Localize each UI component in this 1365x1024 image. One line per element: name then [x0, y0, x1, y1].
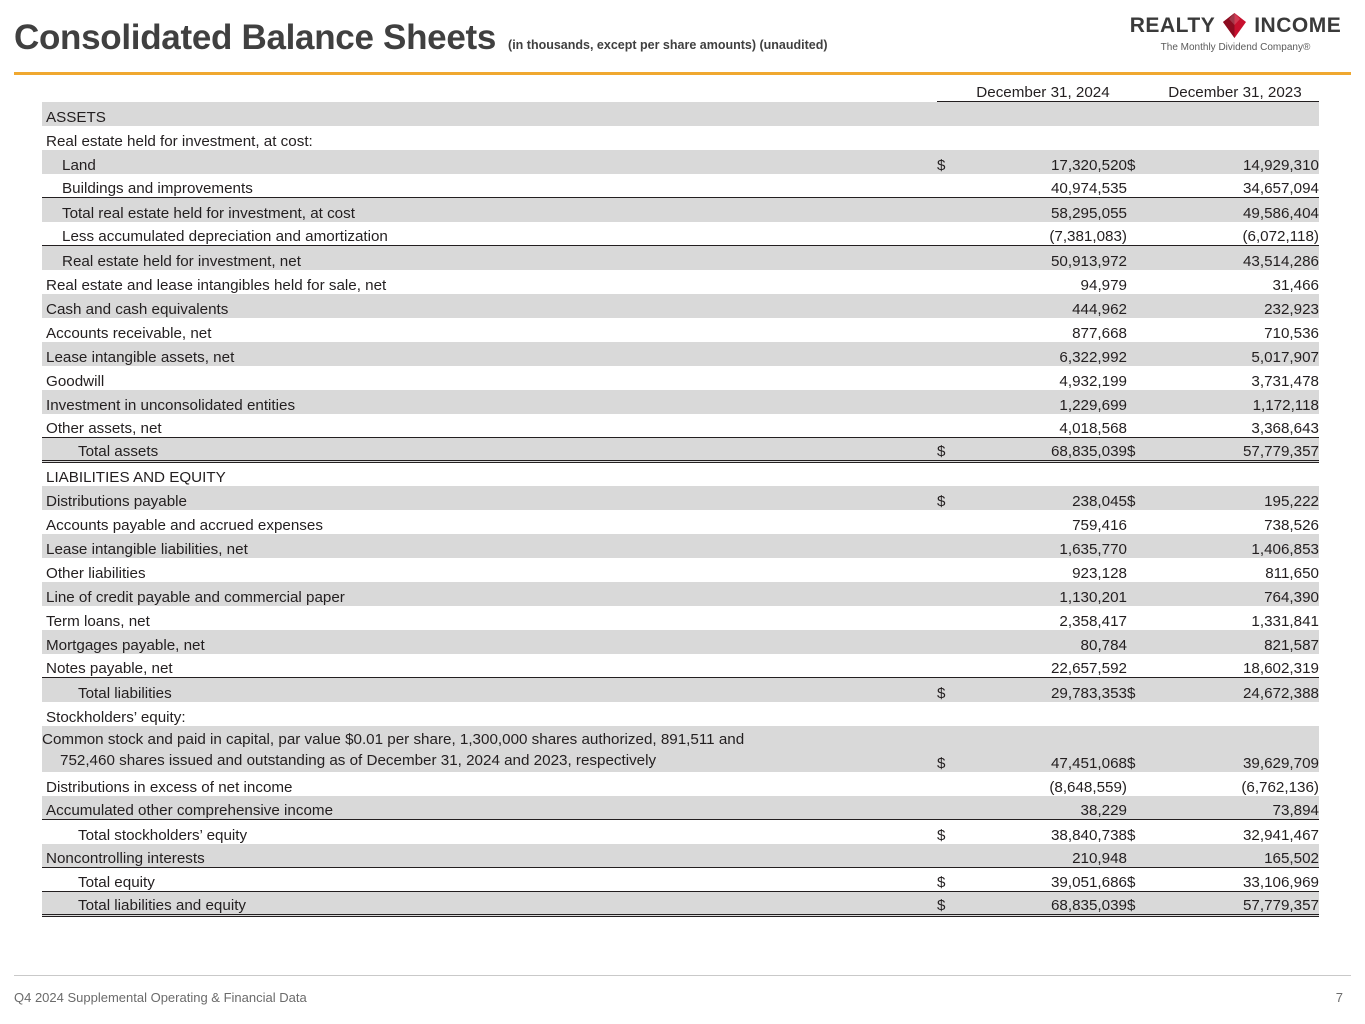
row-currency-2024 — [937, 510, 959, 534]
row-currency-2024: $ — [937, 868, 959, 892]
row-value-2023: 34,657,094 — [1151, 174, 1319, 198]
row-currency-2024 — [937, 462, 959, 486]
row-currency-2024 — [937, 294, 959, 318]
company-logo — [1128, 12, 1343, 53]
page-number: 7 — [1335, 990, 1343, 1005]
row-label: Common stock and paid in capital, par value $0.01 per share, 1,300,000 shares authorized, 891,511 and 752,460 shares issued and outstanding as of December 31, 2024 and 2023, respectively — [42, 726, 937, 772]
row-value-2024: 29,783,353 — [959, 678, 1127, 702]
row-currency-2023 — [1127, 270, 1151, 294]
row-value-2023 — [1151, 702, 1319, 726]
row-currency-2023 — [1127, 510, 1151, 534]
row-value-2023: 811,650 — [1151, 558, 1319, 582]
row-label: Distributions in excess of net income — [42, 772, 937, 796]
table-row — [42, 868, 1319, 892]
row-label: Mortgages payable, net — [42, 630, 937, 654]
table-row — [42, 150, 1319, 174]
table-row — [42, 510, 1319, 534]
row-currency-2023 — [1127, 390, 1151, 414]
row-label: Real estate held for investment, net — [42, 246, 937, 270]
row-value-2023: 232,923 — [1151, 294, 1319, 318]
row-label: Total stockholders’ equity — [42, 820, 937, 844]
table-body — [42, 102, 1319, 916]
row-value-2023 — [1151, 462, 1319, 486]
row-label: Total equity — [42, 868, 937, 892]
row-label: Total liabilities and equity — [42, 892, 937, 916]
table-row — [42, 678, 1319, 702]
row-label: Accounts receivable, net — [42, 318, 937, 342]
row-currency-2023 — [1127, 558, 1151, 582]
footer-caption: Q4 2024 Supplemental Operating & Financial Data — [14, 990, 307, 1005]
table-row — [42, 102, 1319, 126]
row-currency-2024 — [937, 654, 959, 678]
row-label: Other liabilities — [42, 558, 937, 582]
logo-tagline: The Monthly Dividend Company® — [1160, 42, 1311, 53]
row-currency-2024 — [937, 366, 959, 390]
page-header — [0, 0, 1365, 76]
table-row — [42, 342, 1319, 366]
row-currency-2024 — [937, 630, 959, 654]
row-currency-2023 — [1127, 126, 1151, 150]
row-value-2024: 80,784 — [959, 630, 1127, 654]
row-value-2024 — [959, 462, 1127, 486]
row-currency-2024 — [937, 246, 959, 270]
table-row — [42, 414, 1319, 438]
row-value-2024: 38,840,738 — [959, 820, 1127, 844]
row-value-2023: 764,390 — [1151, 582, 1319, 606]
row-value-2024: 1,635,770 — [959, 534, 1127, 558]
row-currency-2024 — [937, 582, 959, 606]
table-row — [42, 844, 1319, 868]
row-label: Total liabilities — [42, 678, 937, 702]
row-currency-2024 — [937, 772, 959, 796]
row-value-2023: 3,731,478 — [1151, 366, 1319, 390]
row-currency-2023 — [1127, 654, 1151, 678]
row-label: Line of credit payable and commercial paper — [42, 582, 937, 606]
row-currency-2024 — [937, 702, 959, 726]
row-currency-2023 — [1127, 318, 1151, 342]
row-currency-2023: $ — [1127, 678, 1151, 702]
table-row — [42, 366, 1319, 390]
table-row — [42, 534, 1319, 558]
row-value-2023: 32,941,467 — [1151, 820, 1319, 844]
table-row — [42, 174, 1319, 198]
row-currency-2024 — [937, 796, 959, 820]
row-currency-2024: $ — [937, 438, 959, 462]
row-value-2023: 31,466 — [1151, 270, 1319, 294]
page-subtitle: (in thousands, except per share amounts) (unaudited) — [508, 38, 828, 52]
row-currency-2024: $ — [937, 820, 959, 844]
table-row — [42, 318, 1319, 342]
table-row — [42, 270, 1319, 294]
table-row — [42, 246, 1319, 270]
row-label: Real estate held for investment, at cost: — [42, 126, 937, 150]
col-header-2024-currency — [937, 84, 959, 102]
table-row — [42, 630, 1319, 654]
table-row — [42, 726, 1319, 772]
row-value-2023: 14,929,310 — [1151, 150, 1319, 174]
row-value-2024: 58,295,055 — [959, 198, 1127, 222]
row-currency-2024 — [937, 126, 959, 150]
row-currency-2023 — [1127, 702, 1151, 726]
row-value-2024: 94,979 — [959, 270, 1127, 294]
row-currency-2024 — [937, 414, 959, 438]
row-value-2024: 877,668 — [959, 318, 1127, 342]
row-label: Lease intangible assets, net — [42, 342, 937, 366]
logo-word-realty: REALTY — [1129, 13, 1216, 37]
row-currency-2024 — [937, 174, 959, 198]
row-currency-2024 — [937, 342, 959, 366]
row-currency-2023: $ — [1127, 150, 1151, 174]
row-currency-2023 — [1127, 534, 1151, 558]
row-label: Stockholders’ equity: — [42, 702, 937, 726]
row-currency-2023 — [1127, 294, 1151, 318]
row-currency-2024 — [937, 270, 959, 294]
footer-divider — [14, 975, 1351, 976]
row-value-2024: 39,051,686 — [959, 868, 1127, 892]
row-currency-2024 — [937, 534, 959, 558]
row-label: Total assets — [42, 438, 937, 462]
row-currency-2023 — [1127, 606, 1151, 630]
row-value-2024: 444,962 — [959, 294, 1127, 318]
row-currency-2024 — [937, 558, 959, 582]
row-currency-2023 — [1127, 462, 1151, 486]
row-value-2023: 18,602,319 — [1151, 654, 1319, 678]
row-value-2023: 39,629,709 — [1151, 726, 1319, 772]
row-value-2023: 1,172,118 — [1151, 390, 1319, 414]
table-row — [42, 438, 1319, 462]
row-currency-2023: $ — [1127, 868, 1151, 892]
row-value-2023: 5,017,907 — [1151, 342, 1319, 366]
row-currency-2023 — [1127, 246, 1151, 270]
row-value-2023: 73,894 — [1151, 796, 1319, 820]
table-row — [42, 892, 1319, 916]
table-row — [42, 654, 1319, 678]
header-divider — [14, 72, 1351, 75]
row-label: Land — [42, 150, 937, 174]
row-label: Distributions payable — [42, 486, 937, 510]
row-value-2023: (6,072,118) — [1151, 222, 1319, 246]
table-row — [42, 772, 1319, 796]
row-value-2024: (8,648,559) — [959, 772, 1127, 796]
row-currency-2023: $ — [1127, 486, 1151, 510]
row-value-2023: 57,779,357 — [1151, 438, 1319, 462]
title-block — [14, 18, 828, 58]
row-label: ASSETS — [42, 102, 937, 126]
row-value-2023: 1,406,853 — [1151, 534, 1319, 558]
row-currency-2024 — [937, 606, 959, 630]
row-currency-2023 — [1127, 222, 1151, 246]
table-row — [42, 702, 1319, 726]
row-value-2024: 1,229,699 — [959, 390, 1127, 414]
row-label: Total real estate held for investment, at cost — [42, 198, 937, 222]
row-value-2024: 17,320,520 — [959, 150, 1127, 174]
table-row — [42, 126, 1319, 150]
row-value-2023: 710,536 — [1151, 318, 1319, 342]
row-label: Accounts payable and accrued expenses — [42, 510, 937, 534]
row-value-2023: 43,514,286 — [1151, 246, 1319, 270]
row-value-2024 — [959, 126, 1127, 150]
row-currency-2023 — [1127, 366, 1151, 390]
row-currency-2023: $ — [1127, 726, 1151, 772]
page-title: Consolidated Balance Sheets — [14, 18, 497, 57]
col-header-2023-currency — [1127, 84, 1151, 102]
row-value-2023 — [1151, 126, 1319, 150]
row-currency-2023 — [1127, 630, 1151, 654]
row-currency-2024: $ — [937, 892, 959, 916]
row-value-2023: 738,526 — [1151, 510, 1319, 534]
row-currency-2024: $ — [937, 150, 959, 174]
logo-word-income: INCOME — [1254, 13, 1342, 37]
row-currency-2024: $ — [937, 486, 959, 510]
row-currency-2024 — [937, 318, 959, 342]
row-value-2023: 821,587 — [1151, 630, 1319, 654]
table-row — [42, 294, 1319, 318]
table-row — [42, 796, 1319, 820]
row-value-2024: 238,045 — [959, 486, 1127, 510]
row-label: Notes payable, net — [42, 654, 937, 678]
row-value-2024: 210,948 — [959, 844, 1127, 868]
row-label: Less accumulated depreciation and amortization — [42, 222, 937, 246]
row-value-2024: 6,322,992 — [959, 342, 1127, 366]
table-row — [42, 486, 1319, 510]
row-value-2024: 68,835,039 — [959, 892, 1127, 916]
row-value-2024: 47,451,068 — [959, 726, 1127, 772]
row-value-2024 — [959, 102, 1127, 126]
row-currency-2024 — [937, 844, 959, 868]
row-value-2024: 759,416 — [959, 510, 1127, 534]
row-currency-2023: $ — [1127, 820, 1151, 844]
row-label: Accumulated other comprehensive income — [42, 796, 937, 820]
col-header-2023: December 31, 2023 — [1151, 84, 1319, 102]
row-value-2023: 24,672,388 — [1151, 678, 1319, 702]
table-row — [42, 582, 1319, 606]
row-value-2023: 33,106,969 — [1151, 868, 1319, 892]
row-value-2024: 4,018,568 — [959, 414, 1127, 438]
row-currency-2024: $ — [937, 726, 959, 772]
row-value-2024: 22,657,592 — [959, 654, 1127, 678]
row-value-2023: 1,331,841 — [1151, 606, 1319, 630]
row-currency-2024 — [937, 222, 959, 246]
row-value-2024: 1,130,201 — [959, 582, 1127, 606]
row-currency-2024: $ — [937, 678, 959, 702]
logo-wordmark — [1128, 12, 1343, 39]
table-row — [42, 390, 1319, 414]
row-label: Goodwill — [42, 366, 937, 390]
row-currency-2023: $ — [1127, 438, 1151, 462]
row-value-2024: 40,974,535 — [959, 174, 1127, 198]
col-header-blank — [42, 84, 937, 102]
row-label: Noncontrolling interests — [42, 844, 937, 868]
row-currency-2023: $ — [1127, 892, 1151, 916]
row-value-2023 — [1151, 102, 1319, 126]
row-currency-2023 — [1127, 772, 1151, 796]
row-value-2024 — [959, 702, 1127, 726]
row-value-2023: (6,762,136) — [1151, 772, 1319, 796]
row-currency-2023 — [1127, 796, 1151, 820]
table-row — [42, 558, 1319, 582]
row-currency-2023 — [1127, 102, 1151, 126]
row-currency-2024 — [937, 102, 959, 126]
row-value-2024: (7,381,083) — [959, 222, 1127, 246]
balance-sheet-table — [42, 84, 1319, 917]
realty-income-diamond-icon — [1221, 12, 1248, 39]
table-row — [42, 222, 1319, 246]
row-value-2024: 68,835,039 — [959, 438, 1127, 462]
row-label: Cash and cash equivalents — [42, 294, 937, 318]
row-label: Lease intangible liabilities, net — [42, 534, 937, 558]
row-value-2023: 49,586,404 — [1151, 198, 1319, 222]
table-header-row — [42, 84, 1319, 102]
row-value-2024: 50,913,972 — [959, 246, 1127, 270]
row-currency-2024 — [937, 390, 959, 414]
row-label: LIABILITIES AND EQUITY — [42, 462, 937, 486]
row-label: Investment in unconsolidated entities — [42, 390, 937, 414]
row-currency-2023 — [1127, 174, 1151, 198]
row-currency-2023 — [1127, 844, 1151, 868]
row-value-2024: 4,932,199 — [959, 366, 1127, 390]
row-value-2023: 57,779,357 — [1151, 892, 1319, 916]
balance-sheet-table-wrap — [42, 84, 1319, 917]
row-value-2024: 2,358,417 — [959, 606, 1127, 630]
table-row — [42, 462, 1319, 486]
row-value-2023: 165,502 — [1151, 844, 1319, 868]
row-currency-2023 — [1127, 198, 1151, 222]
row-currency-2024 — [937, 198, 959, 222]
row-currency-2023 — [1127, 342, 1151, 366]
row-value-2024: 923,128 — [959, 558, 1127, 582]
row-label: Buildings and improvements — [42, 174, 937, 198]
table-row — [42, 820, 1319, 844]
row-currency-2023 — [1127, 582, 1151, 606]
row-value-2023: 195,222 — [1151, 486, 1319, 510]
row-value-2023: 3,368,643 — [1151, 414, 1319, 438]
col-header-2024: December 31, 2024 — [959, 84, 1127, 102]
row-currency-2023 — [1127, 414, 1151, 438]
row-value-2024: 38,229 — [959, 796, 1127, 820]
table-row — [42, 606, 1319, 630]
row-label: Real estate and lease intangibles held for sale, net — [42, 270, 937, 294]
table-row — [42, 198, 1319, 222]
row-label: Other assets, net — [42, 414, 937, 438]
row-label: Term loans, net — [42, 606, 937, 630]
